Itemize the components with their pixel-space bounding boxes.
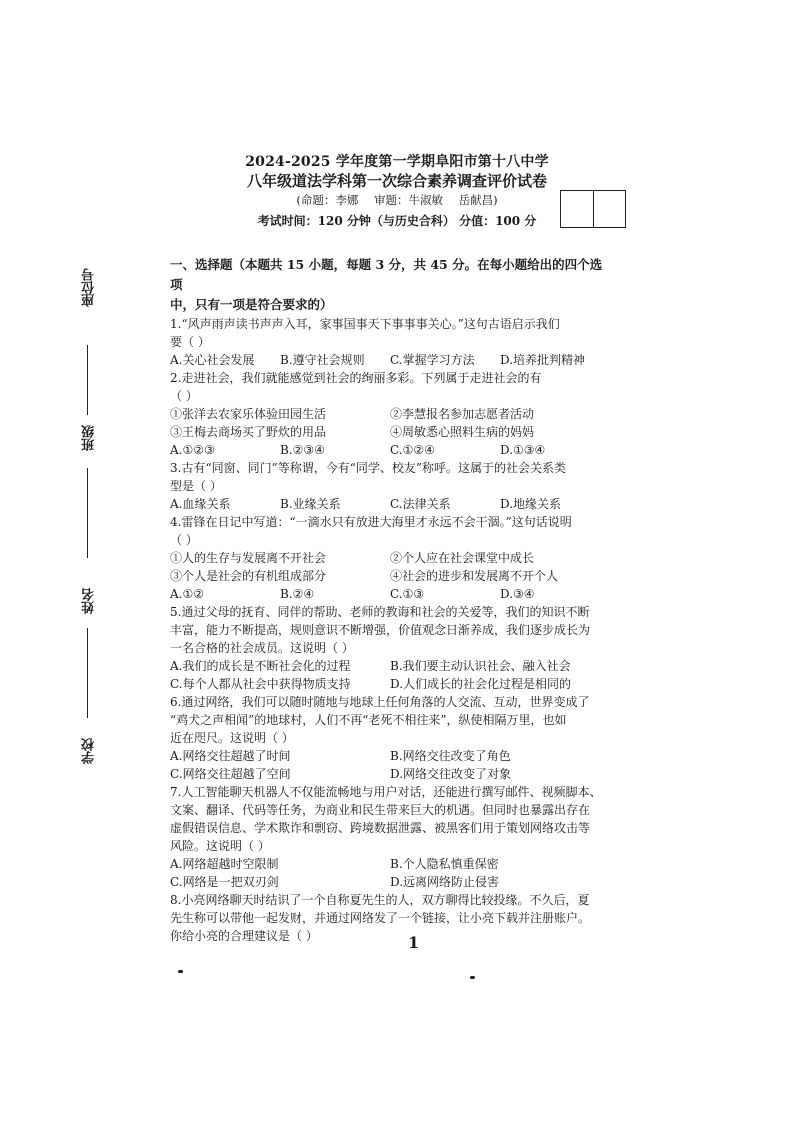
question-options <box>170 441 610 459</box>
item-2: ②李慧报名参加志愿者活动 <box>390 407 535 421</box>
question-3 <box>170 459 610 513</box>
reviewer2-text: 岳献昌) <box>458 193 498 207</box>
author-text: (命题：李娜 <box>296 193 359 207</box>
scan-speck <box>178 970 183 973</box>
option-b: B.遵守社会规则 <box>280 353 365 367</box>
question-stem: 型是（ ） <box>170 479 222 493</box>
option-b: B.网络交往改变了角色 <box>390 749 511 763</box>
option-c: C.法律关系 <box>390 497 451 511</box>
question-stem: 5.通过父母的抚育、同伴的帮助、老师的教诲和社会的关爱等，我们的知识不断 <box>170 605 590 619</box>
question-stem: 一名合格的社会成员。这说明（ ） <box>170 641 354 655</box>
option-c: C.网络是一把双刃剑 <box>170 875 279 889</box>
question-8 <box>170 891 610 945</box>
question-6 <box>170 693 610 783</box>
option-a: A.网络交往超越了时间 <box>170 749 291 763</box>
exam-title-line2: 八年级道法学科第一次综合素养调查评价试卷 <box>246 172 547 190</box>
question-stem: 丰富，能力不断提高，规则意识不断增强，价值观念日渐养成，我们逐步成长为 <box>170 623 591 637</box>
option-a: A.①② <box>170 587 204 601</box>
question-stem: 你给小亮的合理建议是（ ） <box>170 929 318 943</box>
exam-content <box>170 255 610 945</box>
option-a: A.关心社会发展 <box>170 353 255 367</box>
question-stem: 8.小亮网络聊天时结识了一个自称夏先生的人，双方聊得比较投缘。不久后，夏 <box>170 893 590 907</box>
option-d: D.人们成长的社会化过程是相同的 <box>390 677 572 691</box>
question-items <box>170 405 610 441</box>
question-5 <box>170 603 610 693</box>
option-b: B.业缘关系 <box>280 497 341 511</box>
score-cell-left <box>561 191 593 227</box>
question-stem: 7.人工智能聊天机器人不仅能流畅地与用户对话，还能进行撰写邮件、视频脚本、 <box>170 785 602 799</box>
question-options <box>170 747 610 783</box>
item-1: ①人的生存与发展离不开社会 <box>170 551 327 565</box>
question-stem: 近在咫尺。这说明（ ） <box>170 731 294 745</box>
exam-info: 考试时间：120 分钟（与历史合科） 分值：100 分 <box>257 214 537 228</box>
question-4 <box>170 513 610 603</box>
question-options <box>170 855 610 891</box>
score-cell-right <box>593 191 626 227</box>
exam-title-line1: 2024-2025 学年度第一学期阜阳市第十八中学 <box>245 154 549 170</box>
option-d: D.网络交往改变了对象 <box>390 767 512 781</box>
exam-authors <box>0 192 794 208</box>
question-stem: 要（ ） <box>170 335 210 349</box>
question-7 <box>170 783 610 891</box>
option-a: A.我们的成长是不断社会化的过程 <box>170 659 351 673</box>
question-stem: 6.通过网络，我们可以随时随地与地球上任何角落的人交流、互动，世界变成了 <box>170 695 590 709</box>
item-2: ②个人应在社会课堂中成长 <box>390 551 535 565</box>
option-d: D.培养批判精神 <box>500 353 586 367</box>
item-4: ④周敏悉心照料生病的妈妈 <box>390 425 535 439</box>
section1-heading: 一、选择题（本题共 15 小题，每题 3 分，共 45 分。在每小题给出的四个选项 中，只有一项是符合要求的） <box>170 257 603 312</box>
question-options <box>170 585 610 603</box>
scan-speck <box>470 976 475 979</box>
name-line <box>87 628 88 718</box>
class-line <box>87 468 88 558</box>
option-d: D.地缘关系 <box>500 497 562 511</box>
question-stem: “鸡犬之声相闻”的地球村，人们不再“老死不相往来”，纵使相隔万里，也如 <box>170 713 567 727</box>
question-stem: （ ） <box>170 533 198 547</box>
option-d: D.远离网络防止侵害 <box>390 875 500 889</box>
question-stem: （ ） <box>170 389 198 403</box>
question-stem: 文案、翻译、代码等任务，为商业和民生带来巨大的机遇。但同时也暴露出存在 <box>170 803 591 817</box>
question-options <box>170 351 610 369</box>
class-label: 班级 <box>82 425 97 451</box>
question-items <box>170 549 610 585</box>
question-options <box>170 495 610 513</box>
option-c: C.①②④ <box>390 443 435 457</box>
item-3: ③个人是社会的有机组成部分 <box>170 569 327 583</box>
question-stem: 1.“风声雨声读书声声入耳，家事国事天下事事事关心。”这句古语启示我们 <box>170 317 560 331</box>
item-3: ③王梅去商场买了野炊的用品 <box>170 425 327 439</box>
reviewer-text: 审题：牛淑敏 <box>374 193 443 207</box>
name-label: 姓名 <box>82 588 97 614</box>
score-box <box>560 190 626 228</box>
option-d: D.①③④ <box>500 443 546 457</box>
seat-number-line <box>87 345 88 415</box>
seat-number-label: 座位号 <box>82 268 97 307</box>
option-d: D.③④ <box>500 587 535 601</box>
option-a: A.血缘关系 <box>170 497 231 511</box>
option-c: C.网络交往超越了空间 <box>170 767 291 781</box>
option-a: A.①②③ <box>170 443 215 457</box>
item-1: ①张洋去农家乐体验田园生活 <box>170 407 327 421</box>
option-c: C.每个人都从社会中获得物质支持 <box>170 677 351 691</box>
question-stem: 4.雷锋在日记中写道：“一滴水只有放进大海里才永远不会干涸。”这句话说明 <box>170 515 572 529</box>
item-4: ④社会的进步和发展离不开个人 <box>390 569 559 583</box>
school-label: 学校 <box>82 738 97 764</box>
page-number: 1 <box>408 933 420 952</box>
option-b: B.②③④ <box>280 443 325 457</box>
question-options <box>170 657 610 693</box>
question-stem: 先生称可以带他一起发财，并通过网络发了一个链接，让小亮下载并注册账户。 <box>170 911 591 925</box>
question-stem: 风险。这说明（ ） <box>170 839 270 853</box>
question-stem: 3.古有“同窗、同门”等称谓，今有“同学、校友”称呼。这属于的社会关系类 <box>170 461 566 475</box>
option-b: B.我们要主动认识社会、融入社会 <box>390 659 571 673</box>
option-c: C.①③ <box>390 587 425 601</box>
question-2 <box>170 369 610 459</box>
option-b: B.个人隐私慎重保密 <box>390 857 499 871</box>
question-stem: 虚假错误信息、学术欺诈和剽窃、跨境数据泄露、被黑客们用于策划网络攻击等 <box>170 821 591 835</box>
question-stem: 2.走进社会，我们就能感觉到社会的绚丽多彩。下列属于走进社会的有 <box>170 371 542 385</box>
option-c: C.掌握学习方法 <box>390 353 475 367</box>
option-b: B.②④ <box>280 587 315 601</box>
option-a: A.网络超越时空限制 <box>170 857 279 871</box>
question-1 <box>170 315 610 369</box>
